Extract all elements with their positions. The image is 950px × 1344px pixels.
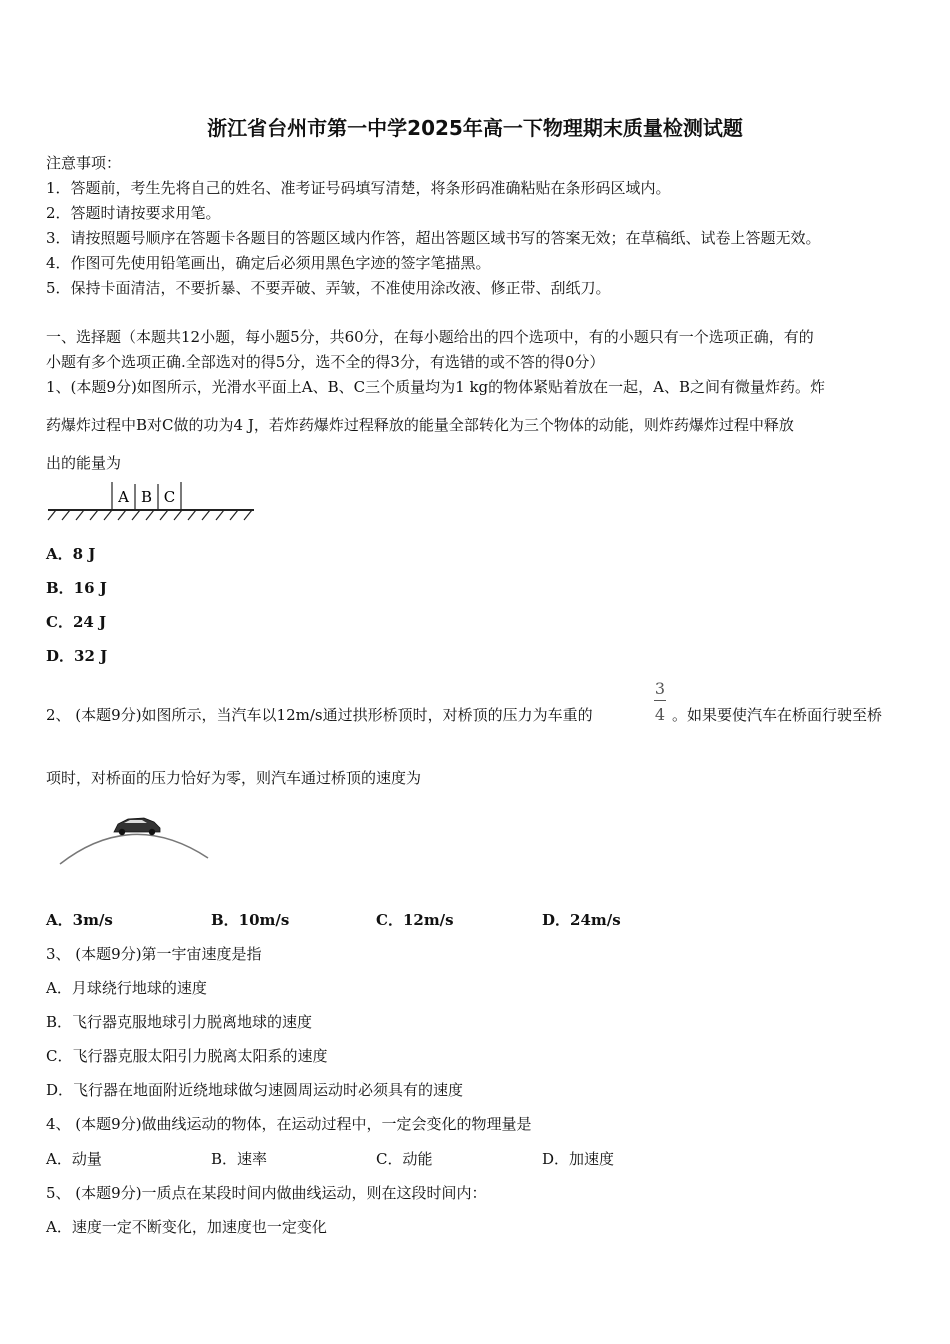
section-header: 一、选择题（本题共12小题，每小题5分，共60分，在每小题给出的四个选项中，有的小题只有一个选项正确，有的 — [46, 328, 814, 346]
block-b-label: B — [140, 488, 153, 506]
q2-option-d[interactable]: D．24m/s — [542, 911, 621, 929]
block-c-label: C — [163, 488, 176, 506]
page-title: 浙江省台州市第一中学2025年高一下物理期末质量检测试题 — [207, 116, 743, 140]
q5-option-a[interactable]: A．速度一定不断变化，加速度也一定变化 — [46, 1218, 327, 1236]
notice-item: 2．答题时请按要求用笔。 — [46, 204, 221, 222]
q1-option-c[interactable]: C．24 J — [46, 613, 107, 631]
q2-option-b[interactable]: B．10m/s — [211, 911, 290, 929]
q2-stem-part1: 2、 (本题9分)如图所示，当汽车以12m/s通过拱形桥顶时，对桥顶的压力为车重的 — [46, 706, 593, 724]
q1-stem: 药爆炸过程中B对C做的功为4 J，若炸药爆炸过程释放的能量全部转化为三个物体的动能，则炸药爆炸过程中释放 — [46, 416, 794, 434]
q1-figure-blocks-on-ground — [46, 480, 258, 522]
fraction-three-quarters — [652, 679, 668, 729]
car-icon — [114, 818, 160, 835]
notice-heading: 注意事项： — [46, 154, 122, 172]
q2-stem: 项时，对桥面的压力恰好为零，则汽车通过桥顶的速度为 — [46, 769, 422, 787]
fraction-bar — [654, 700, 666, 701]
q4-option-a[interactable]: A．动量 — [46, 1150, 102, 1168]
q5-stem: 5、 (本题9分)一质点在某段时间内做曲线运动，则在这段时间内： — [46, 1184, 487, 1202]
notice-item: 1．答题前，考生先将自己的姓名、准考证号码填写清楚，将条形码准确粘贴在条形码区域内。 — [46, 179, 671, 197]
fraction-numerator: 3 — [654, 679, 666, 698]
block-a-label: A — [118, 488, 129, 506]
q1-option-b[interactable]: B．16 J — [46, 579, 107, 597]
q4-stem: 4、 (本题9分)做曲线运动的物体，在运动过程中，一定会变化的物理量是 — [46, 1115, 532, 1133]
q1-stem: 1、(本题9分)如图所示，光滑水平面上A、B、C三个质量均为1 kg的物体紧贴着放在一起，A、B之间有微量炸药。炸 — [46, 378, 825, 396]
q3-stem: 3、 (本题9分)第一宇宙速度是指 — [46, 945, 262, 963]
q4-option-b[interactable]: B．速率 — [211, 1150, 268, 1168]
q2-option-a[interactable]: A．3m/s — [46, 911, 113, 929]
q1-option-a[interactable]: A．8 J — [46, 545, 96, 563]
q3-option-a[interactable]: A．月球绕行地球的速度 — [46, 979, 207, 997]
q1-option-d[interactable]: D．32 J — [46, 647, 108, 665]
q2-option-c[interactable]: C．12m/s — [376, 911, 454, 929]
q2-figure-car-on-arch-bridge — [56, 810, 216, 870]
q4-option-d[interactable]: D．加速度 — [542, 1150, 615, 1168]
notice-item: 3．请按照题号顺序在答题卡各题目的答题区域内作答，超出答题区域书写的答案无效；在草稿纸、试卷上答题无效。 — [46, 229, 821, 247]
q3-option-c[interactable]: C．飞行器克服太阳引力脱离太阳系的速度 — [46, 1047, 328, 1065]
q1-stem: 出的能量为 — [46, 454, 122, 472]
q2-stem-part2: 。如果要使汽车在桥面行驶至桥 — [672, 706, 883, 724]
section-header-cont: 小题有多个选项正确.全部选对的得5分，选不全的得3分，有选错的或不答的得0分） — [46, 353, 605, 371]
notice-item: 4．作图可先使用铅笔画出，确定后必须用黑色字迹的签字笔描黑。 — [46, 254, 491, 272]
notice-item: 5．保持卡面清洁，不要折暴、不要弄破、弄皱，不准使用涂改液、修正带、刮纸刀。 — [46, 279, 611, 297]
q3-option-d[interactable]: D．飞行器在地面附近绕地球做匀速圆周运动时必须具有的速度 — [46, 1081, 464, 1099]
q3-option-b[interactable]: B．飞行器克服地球引力脱离地球的速度 — [46, 1013, 313, 1031]
q4-option-c[interactable]: C．动能 — [376, 1150, 433, 1168]
fraction-denominator: 4 — [654, 705, 666, 724]
